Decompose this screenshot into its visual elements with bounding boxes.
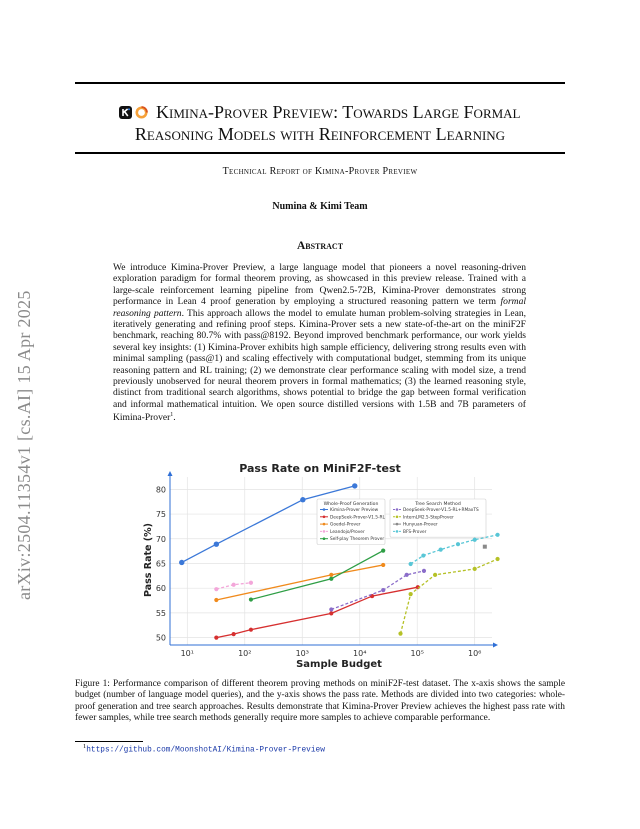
data-point	[249, 628, 253, 632]
legend-marker	[396, 508, 399, 511]
data-point	[433, 573, 437, 577]
numina-logo-icon	[135, 102, 148, 115]
legend-title: Whole-Proof Generation	[323, 502, 379, 507]
footnote-mark: 1	[83, 743, 87, 750]
caption-label: Figure 1:	[75, 679, 114, 689]
data-point	[381, 549, 385, 553]
data-point	[495, 557, 499, 561]
title-bottom-rule	[75, 152, 565, 154]
data-point	[456, 542, 460, 546]
legend-marker	[396, 523, 399, 526]
data-point	[179, 560, 184, 565]
data-point	[352, 483, 357, 488]
abstract-text-1: We introduce Kimina-Prover Preview, a large language model that pioneers a novel reasoning-driven exploration paradigm for formal theorem proving, as showcased in this preview release. Trained with a large-scale reinforcement learning pipeline from Qwen2.5-72B, Kimina-Prover demonstrates strong performance in Lean 4 proof generation by employing a structured reasoning pattern we term	[113, 262, 526, 308]
figure-1-chart	[137, 459, 503, 674]
title-top-rule	[75, 82, 565, 84]
data-point	[232, 583, 236, 587]
data-point	[398, 632, 402, 636]
legend-label: Self-play Theorem Prover	[330, 537, 385, 543]
data-point	[214, 635, 218, 639]
series-hunyuan-prover	[483, 545, 487, 549]
x-tick-label: 10⁵	[410, 649, 424, 658]
caption-text: Performance comparison of different theorem proving methods on miniF2F-test dataset. The x-axis shows the sample budget (number of language model queries), and the y-axis shows the pass rate. Methods are divided into two categories: whole-proof generation and tree search approaches. Results demonstrate that Kimina-Prover Preview achieves the highest pass rate with fewer samples, while tree search methods generally require more samples to achieve comparable performance.	[75, 679, 565, 724]
x-tick-label: 10⁴	[353, 649, 367, 658]
y-tick-label: 60	[155, 584, 166, 594]
figure-caption	[75, 679, 565, 725]
chart-y-axis-label: Pass Rate (%)	[143, 523, 154, 597]
abstract-term: formal reasoning pattern	[113, 296, 526, 319]
legend-marker	[323, 508, 326, 511]
x-tick-label: 10³	[295, 649, 309, 658]
legend-label: InternLM2.5-StepProver	[403, 515, 454, 521]
data-point	[329, 577, 333, 581]
title-line-2: Reasoning Models with Reinforcement Learning	[134, 124, 506, 144]
x-tick-label: 10²	[238, 649, 252, 658]
data-point	[249, 581, 253, 585]
y-tick-label: 80	[155, 485, 166, 495]
legend-marker	[323, 516, 326, 519]
data-point	[422, 569, 426, 573]
y-tick-label: 70	[155, 534, 166, 544]
legend-title: Tree Search Method	[415, 502, 461, 507]
data-point	[381, 588, 385, 592]
legend-marker	[323, 523, 326, 526]
abstract-end: .	[173, 412, 176, 424]
chart-x-axis-label: Sample Budget	[296, 659, 382, 670]
data-point	[329, 611, 333, 615]
data-point	[232, 632, 236, 636]
legend-marker	[396, 516, 399, 519]
data-point	[329, 573, 333, 577]
data-point	[473, 538, 477, 542]
data-point	[405, 573, 409, 577]
data-point	[409, 592, 413, 596]
y-tick-label: 65	[155, 559, 166, 569]
legend-label: Goedel-Prover	[330, 522, 361, 528]
abstract-body	[113, 262, 526, 424]
y-tick-label: 50	[155, 633, 166, 643]
legend-label: BFS-Prover	[403, 529, 427, 535]
abstract-heading: Abstract	[296, 240, 344, 252]
x-axis-arrow	[493, 643, 498, 648]
legend-label: Hunyuan-Prover	[403, 522, 438, 528]
legend-label: DeepSeek-Prover-V1.5-RL+RMaxTS	[403, 508, 479, 513]
data-point	[249, 597, 253, 601]
legend-label: Kimina-Prover Preview	[330, 508, 379, 513]
y-tick-label: 55	[155, 608, 166, 618]
x-tick-label: 10⁶	[468, 649, 482, 658]
footnote-rule	[75, 741, 143, 742]
legend-label: DeepSeek-Prover-V1.5-RL	[330, 515, 385, 521]
data-point	[483, 545, 487, 549]
chart-title: Pass Rate on MiniF2F-test	[239, 462, 401, 475]
pass-rate-chart	[137, 459, 503, 674]
legend-marker	[396, 530, 399, 533]
title-line-1: Kimina-Prover Preview: Towards Large Formal	[155, 102, 521, 122]
legend-marker	[323, 530, 326, 533]
data-point	[214, 587, 218, 591]
paper-title	[75, 101, 565, 145]
authors: Numina & Kimi Team	[272, 201, 368, 212]
y-tick-label: 75	[155, 510, 166, 520]
report-subtitle: Technical Report of Kimina-Prover Preview	[222, 166, 418, 177]
x-tick-label: 10¹	[180, 649, 194, 658]
kimi-logo-icon	[119, 102, 132, 115]
data-point	[214, 542, 219, 547]
legend-label: Leandojo/Prover	[330, 529, 365, 535]
data-point	[409, 562, 413, 566]
footnote-link[interactable]: https://github.com/MoonshotAI/Kimina-Prover-Preview	[86, 746, 325, 755]
data-point	[214, 598, 218, 602]
footnote	[83, 743, 325, 755]
data-point	[421, 553, 425, 557]
data-point	[473, 567, 477, 571]
data-point	[329, 607, 333, 611]
data-point	[300, 497, 305, 502]
data-point	[381, 563, 385, 567]
y-axis-arrow	[168, 471, 173, 476]
arxiv-identifier: arXiv:2504.11354v1 [cs.AI] 15 Apr 2025	[14, 290, 34, 600]
abstract-text-2: . This approach allows the model to emulate human problem-solving strategies in Lean, iteratively generating and refining proof steps. Kimina-Prover sets a new state-of-the-art on the miniF2F benchmark, reaching 80.7% with pass@8192. Beyond improved benchmark performance, our work yields several key insights: (1) Kimina-Prover exhibits high sample efficiency, delivering strong results even with minimal sampling (pass@1) and scaling effectively with computational budget, stemming from its unique reasoning pattern and RL training; (2) we demonstrate clear performance scaling with model size, a trend previously unobserved for neural theorem provers in formal mathematics; (3) the learned reasoning style, distinct from traditional search algorithms, shows potential to bridge the gap between formal verification and informal mathematical intuition. We open source distilled versions with 1.5B and 7B parameters of Kimina-Prover	[113, 307, 526, 424]
data-point	[495, 533, 499, 537]
legend-marker	[323, 537, 326, 540]
data-point	[439, 548, 443, 552]
footnote-reference[interactable]: 1	[170, 412, 174, 419]
